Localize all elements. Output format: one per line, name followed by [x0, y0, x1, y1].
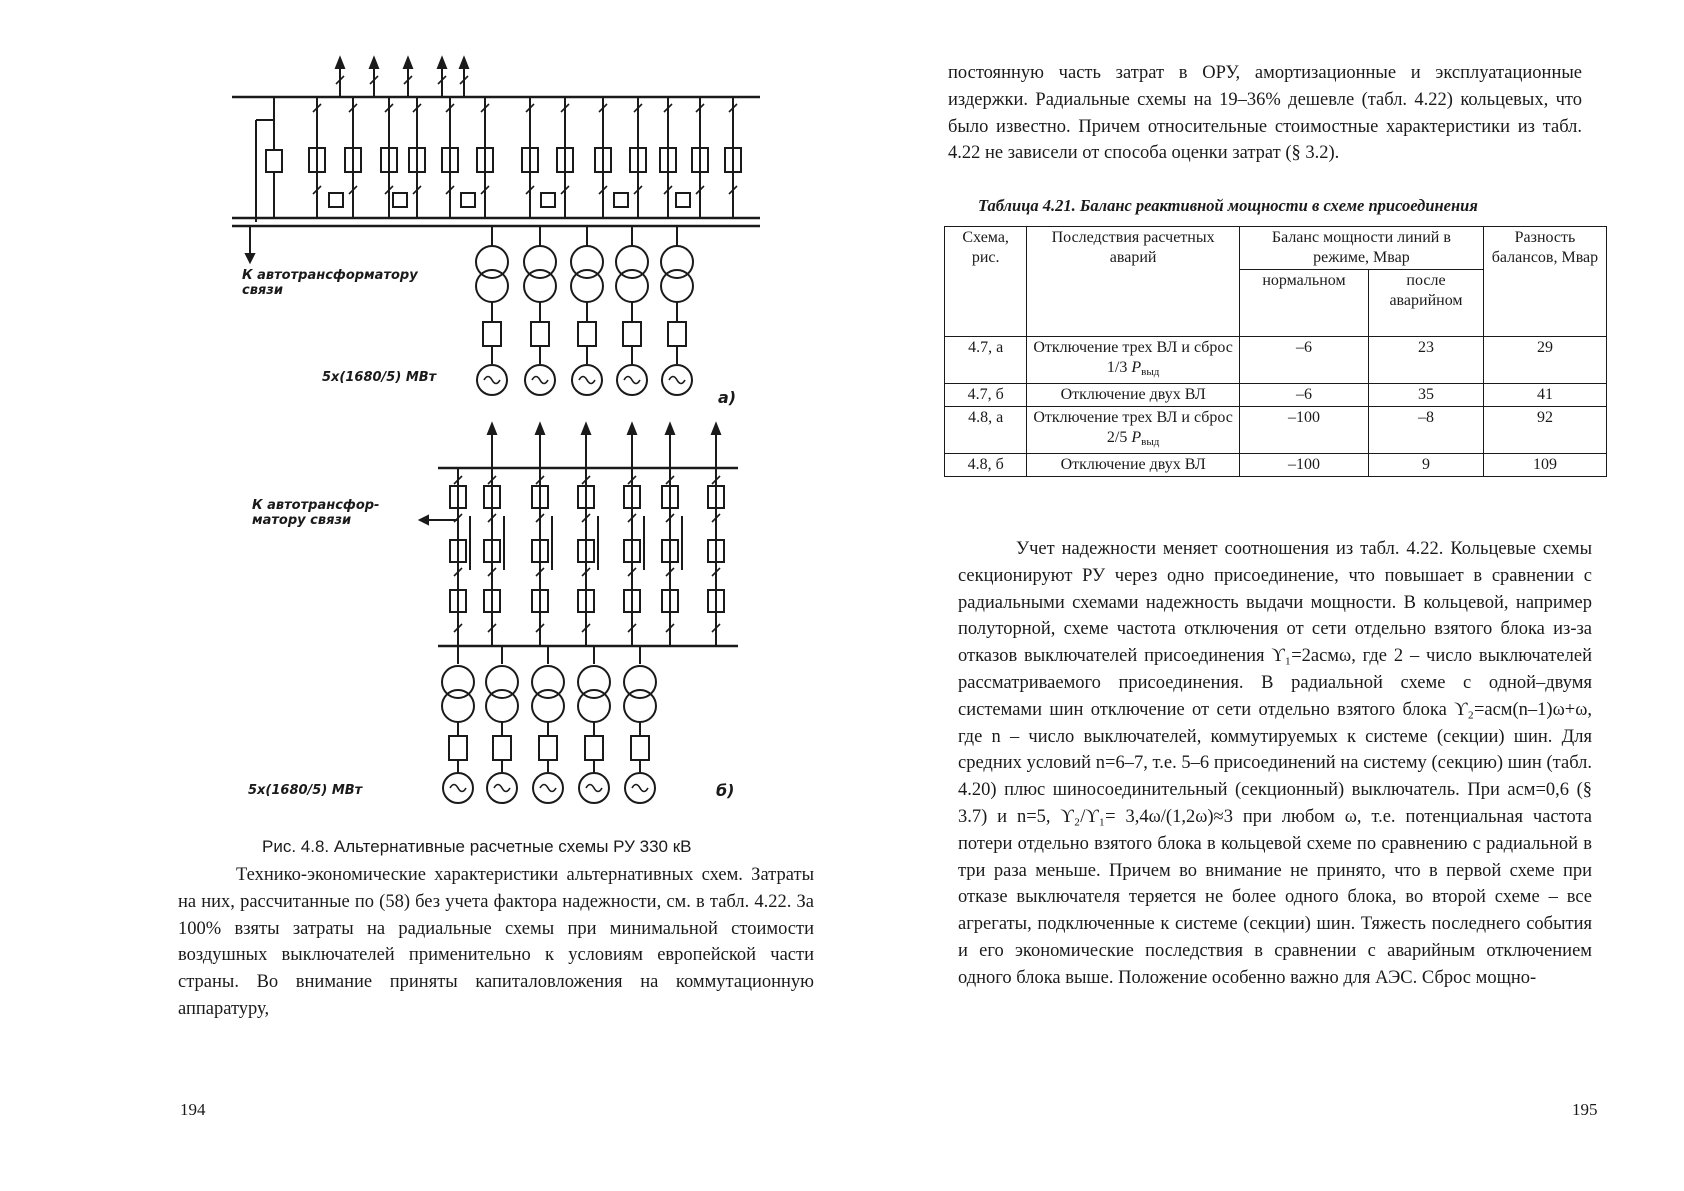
breaker-symbol — [585, 736, 603, 760]
cell-scheme: 4.8, а — [945, 407, 1027, 454]
arrow-down-icon — [246, 254, 254, 262]
sine-wave-icon — [450, 785, 466, 792]
transformer-winding — [624, 666, 656, 698]
right-top-paragraph: постоянную часть затрат в ОРУ, амортизационные и эксплуатационные издержки. Радиальные схемы на 19–36% дешевле (табл. 4.22) кольцевых, что было известно. Причем относительные стоимостные характеристики из табл. 4.22 не зависели от способа оценки затрат (§ 3.2). — [948, 63, 1582, 164]
transformer-winding — [616, 246, 648, 278]
page-number-right: 195 — [1572, 1100, 1598, 1119]
right-paragraph: Учет надежности меняет соотношения из табл. 4.22. Кольцевые схемы секционируют РУ через одно присоединение, что повышает в сравнении с радиальными схемами надежность выдачи мощности. В кольцевой, например полуторной, схеме частота отключения от сети отдельно взятого блока из-за отказов выключателей присоединения ϒ₁=2aсмω, где 2 – число выключателей рассматриваемого присоединения. В радиальной схеме с одной–двумя системами шин отключение от сети отдельно взятого блока ϒ₂=aсм(n–1)ω+ω, где n – число выключателей, коммутируемых к системе (секции) шин. Для средних условий n=6–7, т.е. 5–6 присоединений на систему (секцию) шин (табл. 4.20) плюс шиносоединительный (секционный) выключатель. При aсм=0,6 (§ 3.7) и n=5, ϒ₂/ϒ₁= 3,4ω/(1,2ω)≈3 при любом ω, т.е. потенциальная частота потери отдельно взятого блока в кольцевой схеме по сравнению с радиальной в три раза меньше. Причем во внимание не принято, что в первой схеме при отказе выключателя теряется не более одного блока, во второй схеме – все агрегаты, подключенные к системе (секции) шин. Тяжесть последнего события и его экономические последствия в сравнении с аварийным отключением одного блока выше. Положение особенно важно для АЭС. Сброс мощно- — [958, 539, 1592, 988]
figure-caption: Рис. 4.8. Альтернативные расчетные схемы РУ 330 кВ — [262, 837, 692, 856]
arrow-up-icon — [628, 424, 636, 434]
diagram-b — [0, 420, 842, 840]
arrow-up-icon — [488, 424, 496, 434]
cell-difference: 41 — [1483, 384, 1606, 407]
transformer-winding — [524, 246, 556, 278]
cell-normal: –6 — [1239, 337, 1368, 384]
transformer-winding — [624, 690, 656, 722]
header-consequences: Последствия расчетных аварий — [1027, 227, 1240, 337]
cell-consequence: Отключение двух ВЛ — [1027, 454, 1240, 477]
cell-post: 9 — [1369, 454, 1484, 477]
transformer-winding — [578, 690, 610, 722]
breaker-symbol — [676, 193, 690, 207]
breaker-symbol — [393, 193, 407, 207]
transformer-winding — [476, 246, 508, 278]
header-balance: Баланс мощности линий в режиме, Мвар — [1239, 227, 1483, 270]
cell-difference: 29 — [1483, 337, 1606, 384]
breaker-symbol — [631, 736, 649, 760]
table-row — [945, 407, 1607, 454]
breaker-symbol — [329, 193, 343, 207]
breaker-symbol — [483, 322, 501, 346]
diagram-b-variant-label: б) — [716, 781, 735, 800]
arrow-up-icon — [666, 424, 674, 434]
table-row — [945, 337, 1607, 384]
breaker-symbol — [531, 322, 549, 346]
breaker-symbol — [461, 193, 475, 207]
transformer-winding — [571, 246, 603, 278]
sine-wave-icon — [669, 377, 685, 384]
table-row — [945, 384, 1607, 407]
breaker-symbol — [539, 736, 557, 760]
transformer-winding — [661, 246, 693, 278]
right-page — [842, 0, 1684, 1191]
reactive-power-table — [944, 226, 1607, 477]
transformer-winding — [532, 690, 564, 722]
table-title: Таблица 4.21. Баланс реактивной мощности в схеме присоединения — [978, 196, 1478, 215]
table-row — [945, 454, 1607, 477]
cell-normal: –100 — [1239, 454, 1368, 477]
diagram-a-variant-label: а) — [718, 388, 737, 407]
sine-wave-icon — [484, 377, 500, 384]
transformer-winding — [486, 690, 518, 722]
arrow-up-icon — [460, 58, 468, 68]
cell-normal: –100 — [1239, 407, 1368, 454]
breaker-symbol — [541, 193, 555, 207]
sine-wave-icon — [494, 785, 510, 792]
diagram-b-autotransformer-label: К автотрансфор- матору связи — [252, 498, 380, 528]
header-difference: Разность балансов, Мвар — [1483, 227, 1606, 337]
breaker-symbol — [668, 322, 686, 346]
arrow-up-icon — [712, 424, 720, 434]
cell-difference: 92 — [1483, 407, 1606, 454]
cell-post: –8 — [1369, 407, 1484, 454]
cell-scheme: 4.7, б — [945, 384, 1027, 407]
transformer-winding — [524, 270, 556, 302]
diagram-a-power-label: 5x(1680/5) МВт — [322, 370, 437, 385]
breaker-symbol — [449, 736, 467, 760]
transformer-winding — [532, 666, 564, 698]
sine-wave-icon — [624, 377, 640, 384]
transformer-winding — [578, 666, 610, 698]
cell-difference: 109 — [1483, 454, 1606, 477]
breaker-symbol — [266, 150, 282, 172]
transformer-winding — [486, 666, 518, 698]
arrow-up-icon — [404, 58, 412, 68]
transformer-winding — [661, 270, 693, 302]
transformer-winding — [571, 270, 603, 302]
diagram-b-power-label: 5x(1680/5) МВт — [248, 783, 363, 798]
arrow-up-icon — [536, 424, 544, 434]
arrow-up-icon — [370, 58, 378, 68]
arrow-up-icon — [582, 424, 590, 434]
cell-consequence: Отключение трех ВЛ и сброс 1/3 $Р_{выд}$ — [1027, 337, 1240, 384]
cell-scheme: 4.8, б — [945, 454, 1027, 477]
cell-post: 23 — [1369, 337, 1484, 384]
breaker-symbol — [493, 736, 511, 760]
diagram-a — [0, 0, 842, 400]
header-scheme: Схема, рис. — [945, 227, 1027, 337]
table-header-row — [945, 227, 1607, 270]
transformer-winding — [476, 270, 508, 302]
transformer-winding — [442, 690, 474, 722]
transformer-winding — [616, 270, 648, 302]
header-post-emergency: после аварийном — [1369, 270, 1484, 337]
cell-post: 35 — [1369, 384, 1484, 407]
cell-scheme: 4.7, а — [945, 337, 1027, 384]
breaker-symbol — [623, 322, 641, 346]
breaker-symbol — [578, 322, 596, 346]
sine-wave-icon — [586, 785, 602, 792]
cell-consequence: Отключение двух ВЛ — [1027, 384, 1240, 407]
sine-wave-icon — [540, 785, 556, 792]
arrow-left-icon — [420, 516, 428, 524]
arrow-up-icon — [336, 58, 344, 68]
breaker-symbol — [614, 193, 628, 207]
arrow-up-icon — [438, 58, 446, 68]
diagram-a-autotransformer-label: К автотрансформатору связи — [242, 268, 418, 298]
left-paragraph: Технико-экономические характеристики альтернативных схем. Затраты на них, рассчитанные по (58) без учета фактора надежности, см. в табл. 4.22. За 100% взяты затраты на радиальные схемы при минимальной стоимости воздушных выключателей применительно к условиям европейской части страны. Во внимание приняты капиталовложения на коммутационную аппаратуру, — [178, 865, 814, 1019]
sine-wave-icon — [532, 377, 548, 384]
header-normal: нормальном — [1239, 270, 1368, 337]
sine-wave-icon — [579, 377, 595, 384]
transformer-winding — [442, 666, 474, 698]
cell-normal: –6 — [1239, 384, 1368, 407]
sine-wave-icon — [632, 785, 648, 792]
cell-consequence: Отключение трех ВЛ и сброс 2/5 $Р_{выд}$ — [1027, 407, 1240, 454]
page-number-left: 194 — [180, 1100, 206, 1119]
